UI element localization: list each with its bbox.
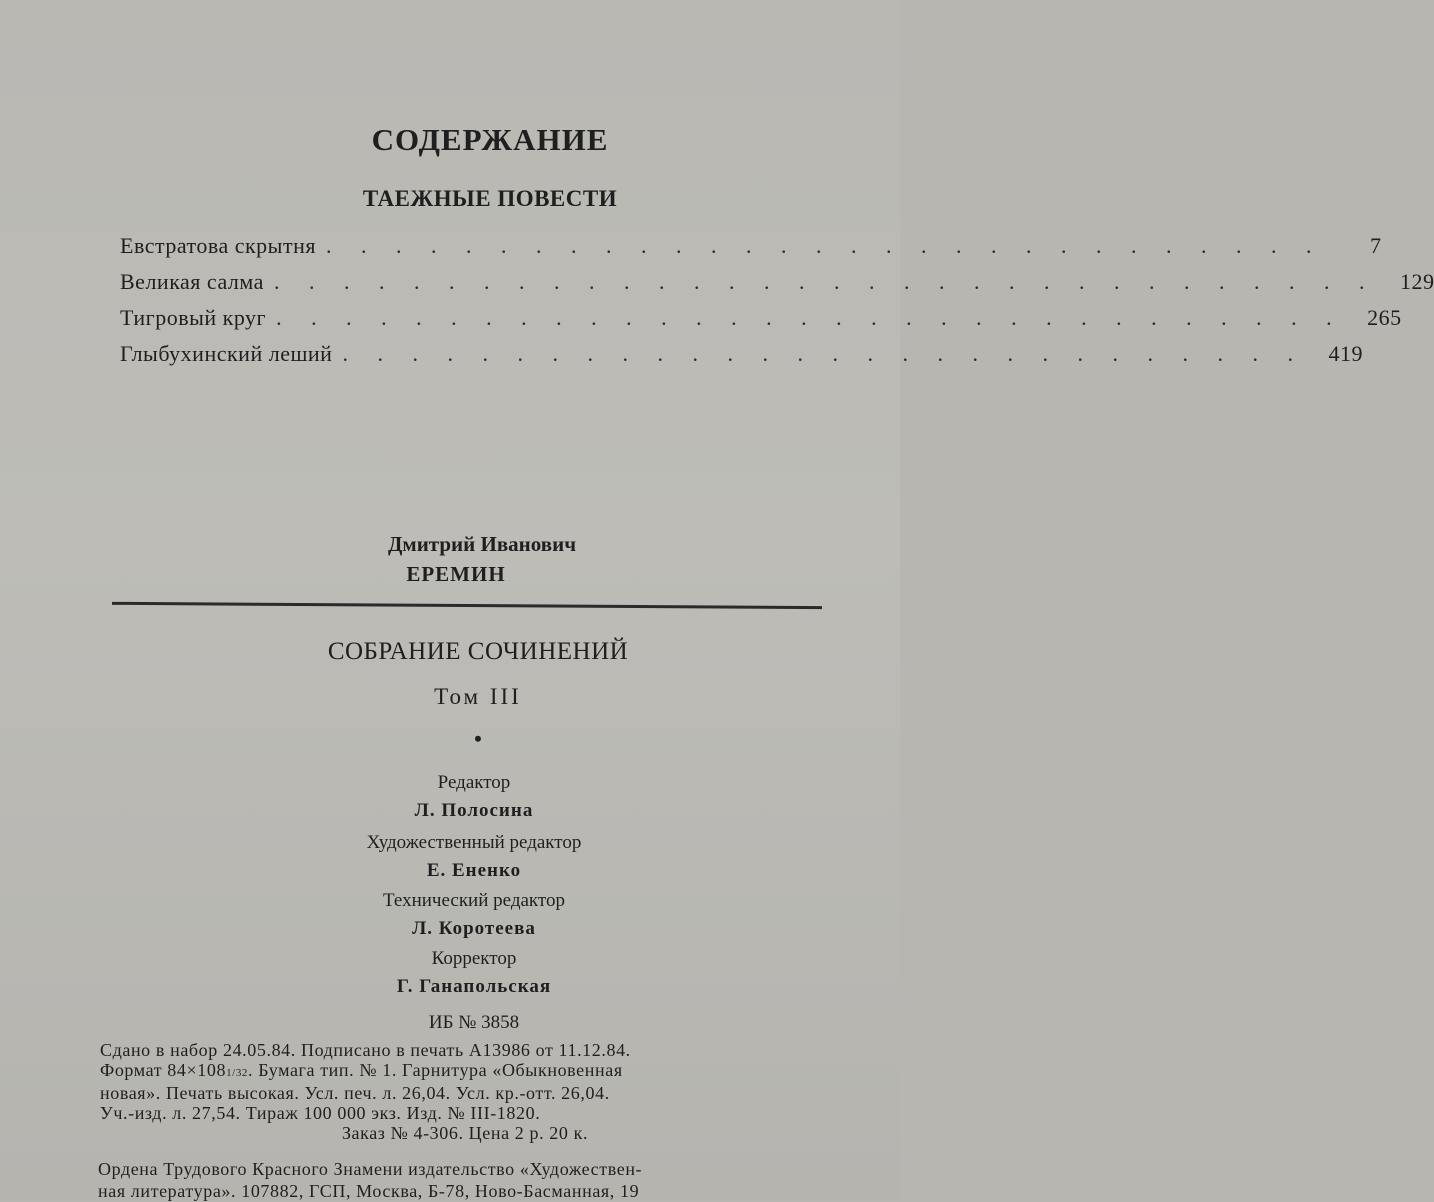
imprint-line: Уч.-изд. л. 27,54. Тираж 100 000 экз. Изд. № III-1820.: [100, 1103, 541, 1123]
publisher-line: ная литература». 107882, ГСП, Москва, Б-78, Ново-Басманная, 19: [98, 1181, 640, 1201]
imprint-paper: . Бумага тип. № 1. Гарнитура «Обыкновенная: [248, 1060, 623, 1080]
imprint-block: [100, 1040, 830, 1143]
divider-rule: [112, 602, 822, 609]
separator-bullet: •: [474, 726, 482, 751]
publisher-block: [98, 1158, 838, 1202]
toc-entry: [120, 300, 1402, 336]
toc-entry-page: 7: [1369, 233, 1382, 258]
toc-entry-title: Тигровый круг: [120, 305, 267, 330]
toc-entry-title: Великая салма: [120, 269, 264, 294]
collection-title: СОБРАНИЕ СОЧИНЕНИЙ: [327, 638, 629, 665]
credit-name-editor: Л. Полосина: [414, 800, 534, 821]
toc-entry: [120, 264, 1434, 300]
toc-entry-leader: . . . . . . . . . . . . . . . . . . . . . . . . . . . . . . . .: [273, 269, 1377, 294]
toc-entry: [120, 228, 1382, 264]
toc-entry-leader: . . . . . . . . . . . . . . . . . . . . . . . . . . . .: [342, 341, 1305, 366]
credit-name-tech-editor: Л. Коротеева: [412, 918, 536, 939]
credit-role-tech-editor: Технический редактор: [383, 890, 565, 911]
credit-role-proofreader: Корректор: [431, 948, 517, 969]
credit-role-editor: Редактор: [437, 772, 511, 793]
toc-entry-title: Глыбухинский леший: [120, 341, 333, 366]
toc-entry: [120, 336, 1363, 372]
imprint-line: [100, 1060, 830, 1083]
toc-entry-page: 265: [1367, 305, 1402, 330]
author-first-names: Дмитрий Иванович: [387, 532, 577, 556]
author-surname: ЕРЕМИН: [406, 562, 506, 586]
toc-entry-leader: . . . . . . . . . . . . . . . . . . . . . . . . . . . . . . .: [276, 305, 1344, 330]
section-heading: ТАЕЖНЫЕ ПОВЕСТИ: [362, 186, 618, 211]
credit-name-proofreader: Г. Ганапольская: [396, 976, 552, 997]
toc-entry-title: Евстратова скрытня: [120, 233, 316, 258]
publisher-line: Ордена Трудового Красного Знамени издательство «Художествен-: [98, 1159, 643, 1179]
credit-role-art-editor: Художественный редактор: [366, 832, 582, 853]
toc-entry-page: 419: [1328, 341, 1363, 366]
toc-entry-leader: . . . . . . . . . . . . . . . . . . . . . . . . . . . . .: [325, 233, 1324, 258]
imprint-line: Сдано в набор 24.05.84. Подписано в печать А13986 от 11.12.84.: [100, 1040, 631, 1060]
imprint-format: Формат 84×108: [100, 1060, 227, 1080]
contents-heading: СОДЕРЖАНИЕ: [371, 122, 609, 157]
ib-number: ИБ № 3858: [428, 1012, 520, 1033]
imprint-format-fraction: 1/32: [226, 1067, 249, 1079]
volume-number: Том III: [434, 684, 522, 709]
table-of-contents: [120, 228, 1434, 372]
imprint-line: новая». Печать высокая. Усл. печ. л. 26,04. Усл. кр.-отт. 26,04.: [100, 1083, 610, 1103]
credit-name-art-editor: Е. Ененко: [426, 860, 522, 881]
imprint-line: Заказ № 4-306. Цена 2 р. 20 к.: [341, 1123, 589, 1143]
toc-entry-page: 129: [1399, 269, 1434, 294]
